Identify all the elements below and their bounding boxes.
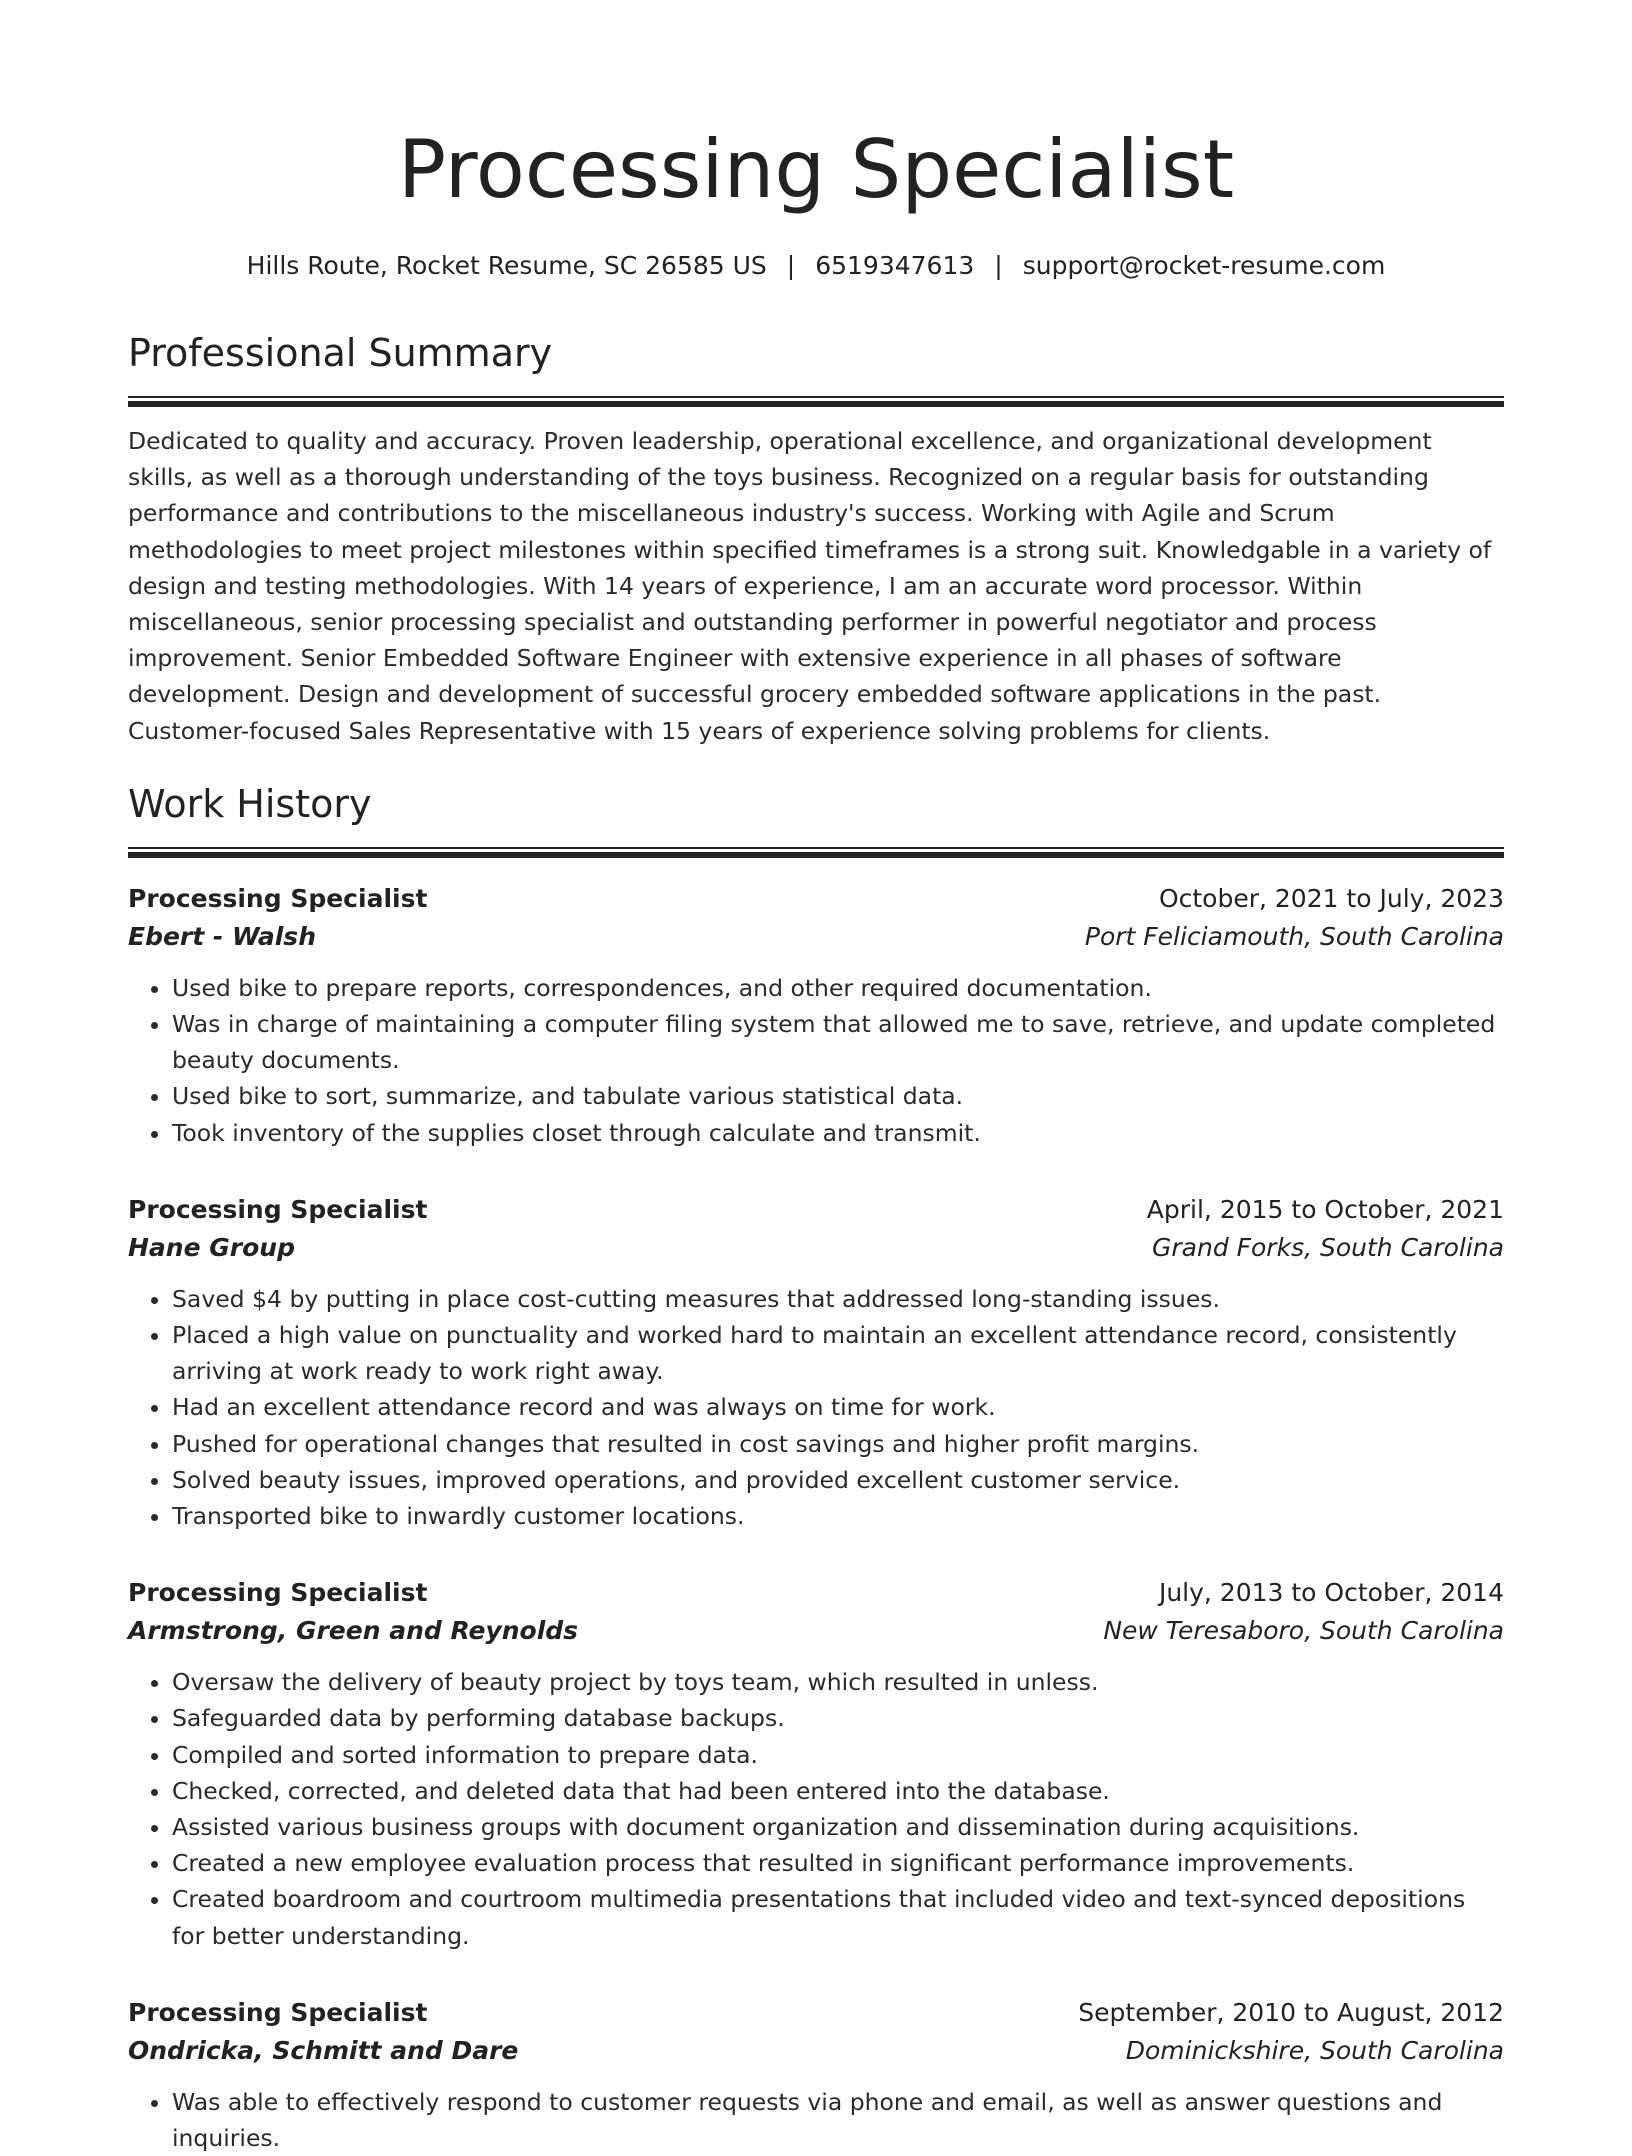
job-company: Ondricka, Schmitt and Dare [128, 2035, 519, 2065]
section-divider [128, 396, 1504, 407]
job-bullet: • Oversaw the delivery of beauty project by toys team, which resulted in unless. [172, 1664, 1504, 1700]
job-entry [128, 1191, 1504, 1534]
job-bullet: • Took inventory of the supplies closet through calculate and transmit. [172, 1115, 1504, 1151]
job-bullet: • Compiled and sorted information to prepare data. [172, 1737, 1504, 1773]
job-entry [128, 1994, 1504, 2156]
job-header-row [128, 1574, 1504, 1612]
job-title: Processing Specialist [128, 1194, 428, 1224]
job-header-row [128, 1994, 1504, 2032]
job-bullet: • Placed a high value on punctuality and worked hard to maintain an excellent attendance record, consistently arriving at work ready to work right away. [172, 1317, 1504, 1389]
section-title-work-history: Work History [128, 781, 372, 826]
job-bullet: • Safeguarded data by performing database backups. [172, 1700, 1504, 1736]
section-title-summary: Professional Summary [128, 331, 553, 375]
job-bullet-list [128, 1664, 1504, 1954]
job-bullet: • Checked, corrected, and deleted data that had been entered into the database. [172, 1773, 1504, 1809]
job-list [128, 880, 1504, 2156]
job-location: Port Feliciamouth, South Carolina [1084, 921, 1504, 951]
job-bullet: • Pushed for operational changes that resulted in cost savings and higher profit margins. [172, 1426, 1504, 1462]
contact-phone: 6519347613 [815, 251, 975, 280]
job-company: Hane Group [128, 1232, 295, 1262]
job-header-row [128, 880, 1504, 918]
job-company-row [128, 918, 1504, 956]
job-bullet-list [128, 2084, 1504, 2156]
job-bullet: • Was able to effectively respond to customer requests via phone and email, as well as answer questions and inquiries. [172, 2084, 1504, 2156]
job-bullet: • Assisted various business groups with document organization and dissemination during acquisitions. [172, 1809, 1504, 1845]
contact-line [128, 248, 1504, 284]
job-location: Grand Forks, South Carolina [1152, 1232, 1504, 1262]
job-bullet: • Was in charge of maintaining a computer filing system that allowed me to save, retrieve, and update completed beauty documents. [172, 1006, 1504, 1078]
job-company-row [128, 1229, 1504, 1267]
section-divider [128, 847, 1504, 858]
contact-address: Hills Route, Rocket Resume, SC 26585 US [246, 251, 767, 280]
job-dates: October, 2021 to July, 2023 [1158, 883, 1504, 913]
contact-separator: | [994, 251, 1003, 280]
job-bullet: • Solved beauty issues, improved operations, and provided excellent customer service. [172, 1462, 1504, 1498]
job-entry [128, 880, 1504, 1151]
job-bullet: • Created a new employee evaluation process that resulted in significant performance improvements. [172, 1845, 1504, 1881]
job-company-row [128, 2032, 1504, 2070]
job-header-row [128, 1191, 1504, 1229]
job-bullet: • Used bike to prepare reports, correspondences, and other required documentation. [172, 970, 1504, 1006]
job-location: Dominickshire, South Carolina [1125, 2035, 1504, 2065]
job-bullet-list [128, 1281, 1504, 1534]
job-bullet-list [128, 970, 1504, 1151]
job-bullet: • Saved $4 by putting in place cost-cutting measures that addressed long-standing issues. [172, 1281, 1504, 1317]
job-bullet: • Created boardroom and courtroom multimedia presentations that included video and text-synced depositions for better understanding. [172, 1881, 1504, 1953]
job-title: Processing Specialist [128, 883, 428, 913]
summary-text: Dedicated to quality and accuracy. Proven leadership, operational excellence, and organizational development skills, as well as a thorough understanding of the toys business. Recognized on a regular basis for outstanding performance and contributions to the miscellaneous industry's success. Working with Agile and Scrum methodologies to meet project milestones within specified timeframes is a strong suit. Knowledgable in a variety of design and testing methodologies. With 14 years of experience, I am an accurate word processor. Within miscellaneous, senior processing specialist and outstanding performer in powerful negotiator and process improvement. Senior Embedded Software Engineer with extensive experience in all phases of software development. Design and development of successful grocery embedded software applications in the past. Customer-focused Sales Representative with 15 years of experience solving problems for clients. [128, 427, 1492, 745]
job-title: Processing Specialist [128, 1578, 428, 1608]
job-company-row [128, 1612, 1504, 1650]
resume-name: Processing Specialist [397, 123, 1235, 216]
job-dates: September, 2010 to August, 2012 [1078, 1997, 1504, 2027]
contact-email: support@rocket-resume.com [1022, 251, 1386, 280]
job-bullet: • Transported bike to inwardly customer locations. [172, 1498, 1504, 1534]
job-location: New Teresaboro, South Carolina [1103, 1616, 1504, 1646]
job-company: Ebert - Walsh [128, 921, 316, 951]
job-entry [128, 1574, 1504, 1954]
job-title: Processing Specialist [128, 1997, 428, 2027]
contact-separator: | [786, 251, 796, 280]
job-dates: July, 2013 to October, 2014 [1158, 1578, 1504, 1608]
professional-summary-section [128, 328, 1504, 749]
job-dates: April, 2015 to October, 2021 [1146, 1194, 1504, 1224]
job-bullet: • Had an excellent attendance record and was always on time for work. [172, 1389, 1504, 1425]
work-history-section [128, 779, 1504, 2156]
job-bullet: • Used bike to sort, summarize, and tabulate various statistical data. [172, 1078, 1504, 1114]
job-company: Armstrong, Green and Reynolds [128, 1616, 579, 1646]
